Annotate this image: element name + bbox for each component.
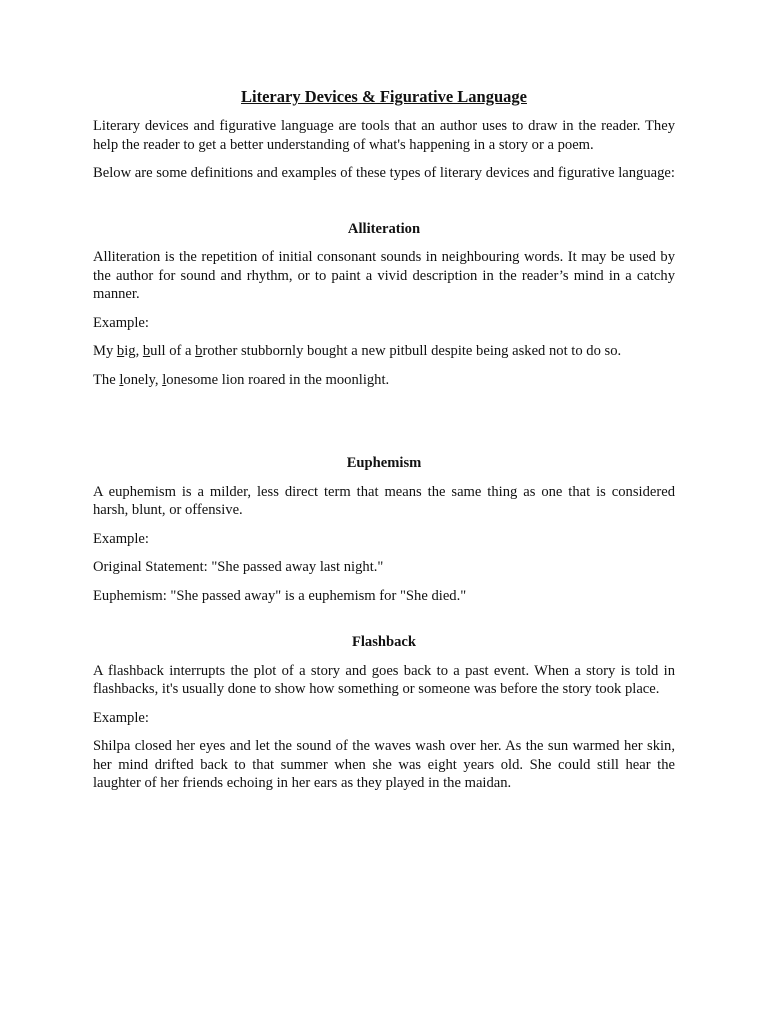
example-text: onesome lion roared in the moonlight.	[166, 371, 390, 388]
alliteration-heading: Alliteration	[347, 220, 421, 237]
underlined-letter: l	[119, 371, 124, 388]
euphemism-original-statement: Original Statement: "She passed away last night."	[93, 559, 384, 575]
underlined-letter: b	[195, 343, 203, 359]
intro-paragraph-2: Below are some definitions and examples of these types of literary devices and figurative language:	[93, 165, 675, 181]
flashback-heading: Flashback	[351, 634, 417, 650]
example-text: ig,	[124, 343, 143, 359]
alliteration-example-1	[93, 342, 675, 361]
euphemism-example-line: Euphemism: "She passed away" is a euphemism for "She died."	[93, 587, 467, 604]
example-text: ull of a	[150, 343, 196, 359]
example-text: rother stubbornly bought a new pitbull despite being asked not to do so.	[202, 343, 622, 359]
flashback-definition: A flashback interrupts the plot of a story and goes back to a past event. When a story is told in flashbacks, it's usually done to show how something or someone was before the story took place.	[93, 662, 675, 697]
example-text: My	[93, 343, 117, 359]
underlined-letter: b	[116, 343, 125, 359]
alliteration-example-label: Example:	[93, 314, 149, 331]
euphemism-definition: A euphemism is a milder, less direct term that means the same thing as one that is considered harsh, blunt, or offensive.	[93, 483, 675, 518]
example-text: onely,	[123, 371, 163, 388]
flashback-example-label: Example:	[93, 709, 149, 726]
alliteration-definition: Alliteration is the repetition of initial consonant sounds in neighbouring words. It may be used by the author for sound and rhythm, or to paint a vivid description in the reader’s mind in a catchy manner.	[93, 249, 675, 302]
document-title: Literary Devices & Figurative Language	[241, 87, 527, 106]
euphemism-example-label: Example:	[93, 530, 149, 547]
document-page	[93, 86, 675, 793]
example-text: The	[93, 371, 120, 388]
underlined-letter: b	[142, 343, 151, 359]
underlined-letter: l	[162, 371, 167, 388]
intro-paragraph-1: Literary devices and figurative language are tools that an author uses to draw in the reader. They help the reader to get a better understanding of what's happening in a story or a poem.	[93, 118, 675, 153]
euphemism-heading: Euphemism	[346, 455, 422, 471]
alliteration-example-2	[93, 371, 675, 390]
flashback-example-text: Shilpa closed her eyes and let the sound of the waves wash over her. As the sun warmed her skin, her mind drifted back to that summer when she was eight years old. She could still hear the laughter of her friends echoing in her ears as they played in the maidan.	[93, 738, 675, 791]
